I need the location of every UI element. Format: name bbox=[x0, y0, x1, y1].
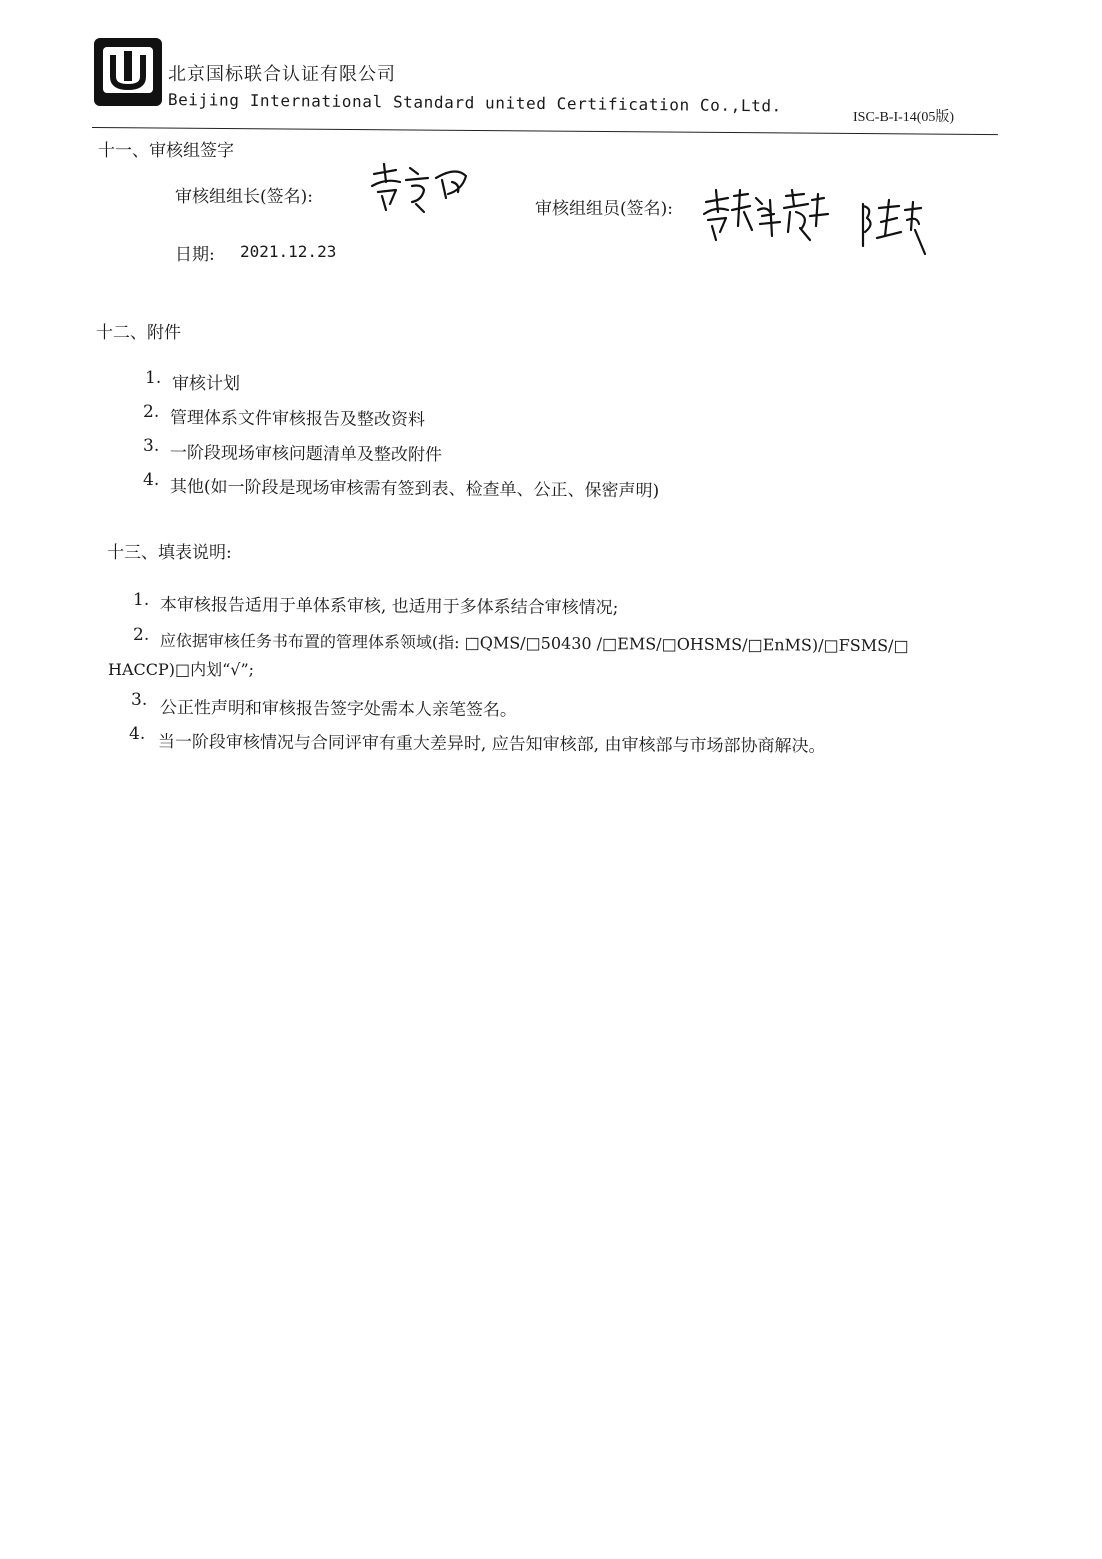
section-12-title: 十二、附件 bbox=[96, 323, 181, 343]
instruction-item-num: 2. bbox=[133, 625, 150, 645]
attachment-item-num: 2. bbox=[143, 402, 160, 422]
date-value: 2021.12.23 bbox=[240, 242, 337, 261]
instruction-item-text: 本审核报告适用于单体系审核, 也适用于多体系结合审核情况; bbox=[159, 594, 619, 619]
attachment-item-text: 管理体系文件审核报告及整改资料 bbox=[169, 407, 425, 431]
instruction-item-num: 3. bbox=[131, 690, 148, 710]
company-name-cn: 北京国标联合认证有限公司 bbox=[168, 64, 396, 85]
instruction-item-num: 1. bbox=[133, 590, 150, 610]
instruction-item-num: 4. bbox=[129, 724, 146, 744]
date-label: 日期: bbox=[175, 245, 215, 265]
leader-signature bbox=[366, 160, 476, 220]
instruction-item-continuation: HACCP)□内划“√”; bbox=[108, 660, 255, 679]
section-13-title: 十三、填表说明: bbox=[107, 543, 232, 563]
document-code: ISC-B-I-14(05版) bbox=[853, 110, 955, 125]
company-logo-icon bbox=[93, 37, 163, 107]
attachment-item-text: 一阶段现场审核问题清单及整改附件 bbox=[169, 442, 442, 466]
section-11-title: 十一、审核组签字 bbox=[98, 141, 234, 161]
company-name-en: Beijing International Standard united Certification Co.,Ltd. bbox=[167, 90, 782, 116]
header-divider bbox=[92, 127, 998, 135]
instruction-item-text: 公正性声明和审核报告签字处需本人亲笔签名。 bbox=[159, 697, 517, 721]
instruction-item-text: 应依据审核任务书布置的管理体系领域(指: □QMS/□50430 /□EMS/□OHSMS/□EnMS)/□FSMS/□ bbox=[159, 630, 909, 656]
member-signature-2 bbox=[855, 196, 935, 260]
instruction-item-text: 当一阶段审核情况与合同评审有重大差异时, 应告知审核部, 由审核部与市场部协商解决。 bbox=[157, 731, 826, 757]
members-signature-label: 审核组组员(签名): bbox=[535, 199, 673, 219]
attachment-item-text: 审核计划 bbox=[172, 374, 240, 394]
member-signature-1 bbox=[700, 186, 835, 246]
attachment-item-num: 1. bbox=[145, 368, 162, 388]
attachment-item-num: 4. bbox=[143, 470, 160, 490]
leader-signature-label: 审核组组长(签名): bbox=[175, 187, 313, 207]
attachment-item-num: 3. bbox=[143, 436, 160, 456]
attachment-item-text: 其他(如一阶段是现场审核需有签到表、检查单、公正、保密声明) bbox=[169, 476, 660, 502]
